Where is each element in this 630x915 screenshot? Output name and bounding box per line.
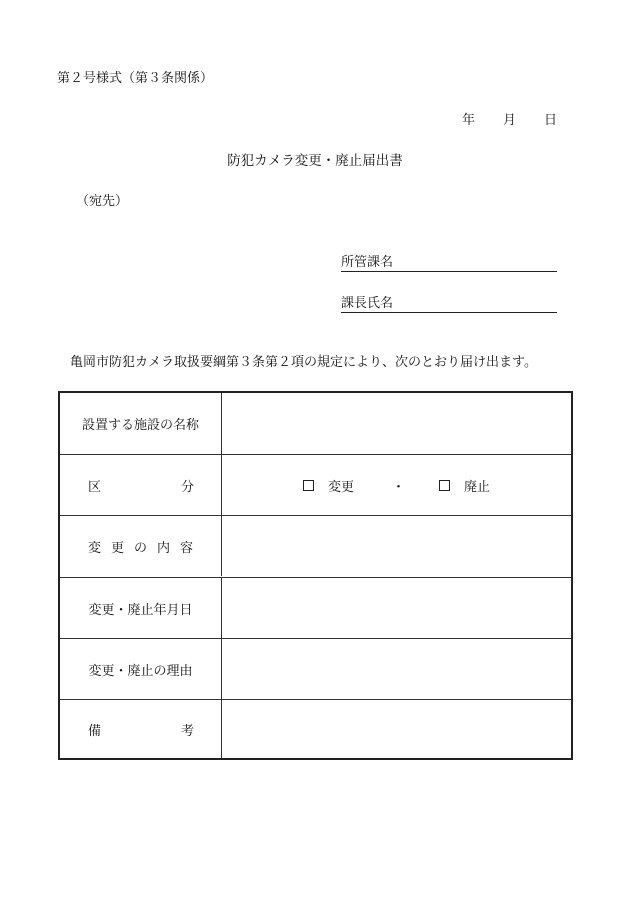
preface-text: 亀岡市防犯カメラ取扱要綱第３条第２項の規定により、次のとおり届け出ます。 [70, 355, 537, 370]
change-date-label: 変更・廃止年月日 [88, 602, 193, 618]
remarks-label-b: 考 [180, 723, 194, 739]
remarks-label [60, 720, 221, 739]
table-row-category [60, 454, 571, 515]
change-date-field[interactable] [222, 578, 571, 638]
label-cell [60, 639, 222, 699]
change-checkbox[interactable] [303, 480, 314, 491]
facility-name-field[interactable] [222, 393, 571, 454]
abolish-checkbox[interactable] [439, 480, 450, 491]
date-day: 日 [543, 113, 557, 128]
label-cell [60, 516, 222, 576]
details-label: 変更の内容 [87, 540, 203, 556]
form-table [58, 391, 573, 760]
table-row-date [60, 577, 571, 638]
remarks-label-a: 備 [88, 723, 102, 739]
label-cell [60, 393, 222, 454]
document-title: 防犯カメラ変更・廃止届出書 [227, 153, 403, 169]
facility-name-label: 設置する施設の名称 [81, 418, 199, 433]
option-change[interactable] [303, 476, 354, 495]
table-row-remarks [60, 699, 571, 758]
label-cell [60, 455, 222, 515]
reason-label: 変更・廃止の理由 [88, 663, 193, 679]
table-row-facility-name [60, 393, 571, 454]
section-chief-name-label: 課長氏名 [341, 296, 394, 311]
label-cell [60, 700, 222, 758]
category-label [60, 476, 221, 495]
label-cell [60, 578, 222, 638]
option-separator: ・ [391, 479, 405, 495]
form-number: 第２号様式（第３条関係） [57, 71, 214, 86]
category-field [222, 455, 571, 515]
details-field[interactable] [222, 516, 571, 576]
option-change-label: 変更 [327, 479, 354, 495]
remarks-field[interactable] [222, 700, 571, 758]
addressee: （宛先） [76, 194, 129, 209]
date-line [462, 109, 557, 128]
department-name-field[interactable] [341, 251, 557, 272]
table-row-details [60, 515, 571, 576]
table-row-reason [60, 638, 571, 699]
date-year: 年 [461, 113, 475, 128]
date-month: 月 [502, 113, 516, 128]
reason-field[interactable] [222, 639, 571, 699]
option-abolish[interactable] [439, 476, 490, 495]
option-abolish-label: 廃止 [464, 479, 491, 495]
category-label-b: 分 [180, 479, 194, 495]
section-chief-name-field[interactable] [341, 292, 557, 313]
department-name-label: 所管課名 [341, 255, 394, 270]
category-label-a: 区 [88, 479, 102, 495]
